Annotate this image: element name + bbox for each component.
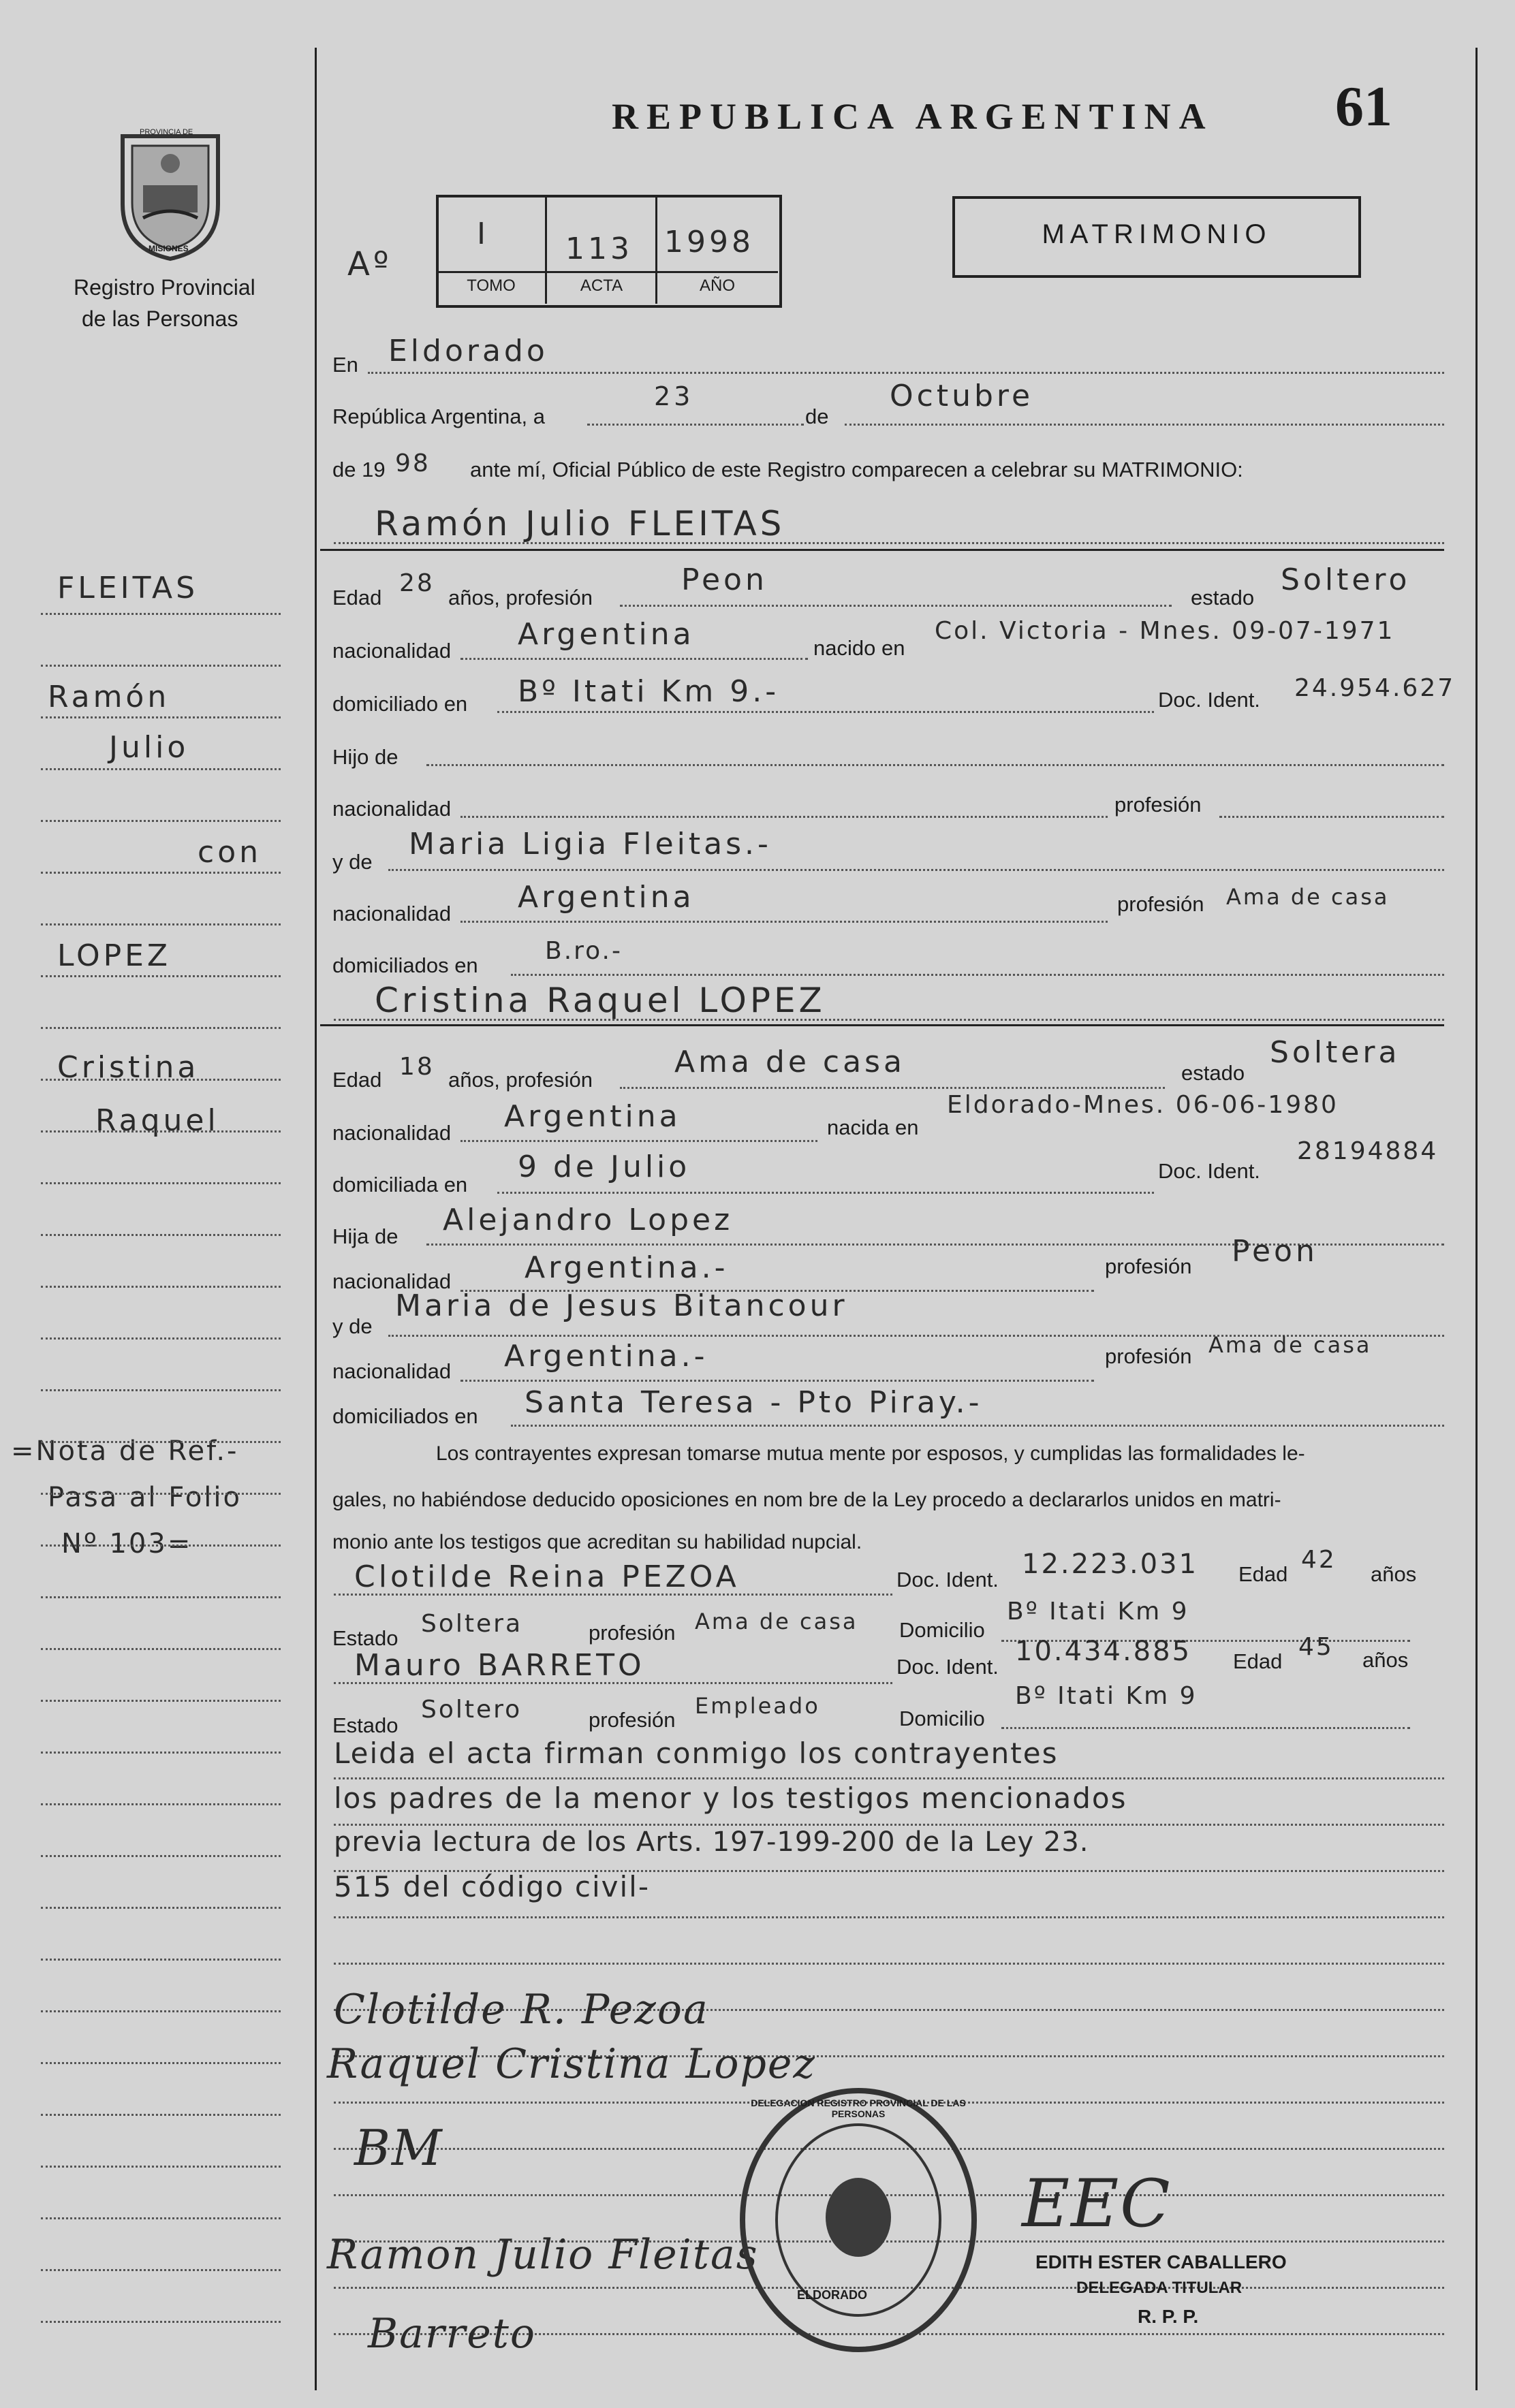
signature-bm: BM bbox=[354, 2119, 443, 2176]
bride-anos-profesion-label: años, profesión bbox=[448, 1068, 593, 1092]
witness2-doc: 10.434.885 bbox=[1015, 1636, 1192, 1667]
folio-number: 61 bbox=[1335, 75, 1392, 138]
witness2-profession: Empleado bbox=[695, 1693, 820, 1719]
acta-acta-label: ACTA bbox=[580, 276, 623, 295]
margin-rule bbox=[41, 665, 281, 667]
groom-nac2-line bbox=[460, 816, 1108, 818]
margin-rule bbox=[41, 2269, 281, 2271]
body-rule bbox=[334, 1916, 1444, 1918]
margin-rule bbox=[41, 820, 281, 822]
witness2-domicile-line bbox=[1001, 1727, 1410, 1729]
bride-nac3-label: nacionalidad bbox=[332, 1359, 452, 1383]
margin-groom-surname: FLEITAS bbox=[57, 571, 199, 605]
bride-nacida-label: nacida en bbox=[827, 1115, 919, 1139]
acta-acta-value: 113 bbox=[565, 232, 633, 266]
official-role: DELEGADA TITULAR bbox=[1076, 2279, 1243, 2297]
witness1-doc-label: Doc. Ident. bbox=[896, 1568, 999, 1591]
witness2-anos-label: años bbox=[1362, 1648, 1409, 1672]
bride-mother-nationality: Argentina.- bbox=[504, 1339, 708, 1374]
groom-mother: Maria Ligia Fleitas.- bbox=[409, 827, 772, 861]
bride-age: 18 bbox=[399, 1053, 435, 1081]
margin-rule bbox=[41, 1700, 281, 1702]
witness2-name-line bbox=[334, 1682, 892, 1684]
registry-name-line1: Registro Provincial bbox=[74, 275, 255, 300]
official-signature: EEC bbox=[1022, 2166, 1172, 2242]
signature-barreto: Barreto bbox=[368, 2310, 536, 2358]
groom-yde-label: y de bbox=[332, 850, 373, 874]
signature-ramon-fleitas: Ramon Julio Fleitas bbox=[327, 2231, 759, 2279]
bride-full-name: Cristina Raquel LOPEZ bbox=[375, 981, 826, 1020]
groom-doc-label: Doc. Ident. bbox=[1158, 688, 1260, 712]
witness1-name: Clotilde Reina PEZOA bbox=[354, 1559, 740, 1594]
margin-rule bbox=[41, 1079, 281, 1081]
groom-nac-label: nacionalidad bbox=[332, 639, 452, 663]
groom-profession-line bbox=[620, 605, 1172, 607]
bride-dom-label: domiciliada en bbox=[332, 1173, 468, 1197]
acta-ano-label: AÑO bbox=[699, 276, 735, 295]
acta-tomo-value: I bbox=[477, 217, 489, 251]
margin-rule bbox=[41, 872, 281, 874]
closing-line4: 515 del código civil- bbox=[334, 1870, 650, 1903]
groom-mother-nationality: Argentina bbox=[518, 880, 695, 915]
groom-nationality-line bbox=[460, 658, 808, 660]
bride-father-nationality: Argentina.- bbox=[525, 1250, 729, 1285]
bride-yde-label: y de bbox=[332, 1314, 373, 1338]
groom-prof-label: profesión bbox=[1114, 793, 1202, 817]
intro-year-prefix: de 19 bbox=[332, 458, 386, 481]
official-name: EDITH ESTER CABALLERO bbox=[1035, 2251, 1287, 2272]
margin-rule bbox=[41, 1182, 281, 1184]
margin-rule bbox=[41, 1389, 281, 1391]
left-margin-rule bbox=[315, 48, 317, 2390]
stamp-center-lettering: ELDORADO bbox=[797, 2288, 867, 2302]
intro-year-suffix: 98 bbox=[395, 449, 431, 477]
margin-rule bbox=[41, 1907, 281, 1909]
bride-nationality-line bbox=[460, 1140, 817, 1142]
margin-rule bbox=[41, 975, 281, 977]
witness1-name-line bbox=[334, 1594, 892, 1596]
margin-rule bbox=[41, 1544, 281, 1547]
body-rule bbox=[334, 1963, 1444, 1965]
bride-estado-label: estado bbox=[1181, 1061, 1245, 1085]
bride-profession: Ama de casa bbox=[674, 1045, 905, 1079]
bride-nac-label: nacionalidad bbox=[332, 1121, 452, 1145]
stamp-ring-lettering: DELEGACION REGISTRO PROVINCIAL DE LAS PERSONAS bbox=[751, 2097, 966, 2119]
groom-mother-line bbox=[388, 869, 1444, 871]
intro-republica-label: República Argentina, a bbox=[332, 405, 545, 428]
acta-divider-2 bbox=[655, 196, 657, 304]
groom-prof2-label: profesión bbox=[1117, 892, 1204, 916]
margin-con: con bbox=[198, 835, 262, 870]
seal-bottom-lettering: MISIONES bbox=[149, 244, 189, 253]
groom-estado: Soltero bbox=[1281, 563, 1411, 597]
bride-section-rule bbox=[320, 1024, 1444, 1026]
declaration-line2: gales, no habiéndose deducido oposiciones en nom bre de la Ley procedo a declararlos unidos en matri- bbox=[332, 1489, 1281, 1511]
margin-bride-surname: LOPEZ bbox=[57, 938, 172, 973]
ano-prefix: Aº bbox=[347, 245, 392, 283]
margin-rule bbox=[41, 2166, 281, 2168]
intro-groom-line bbox=[334, 542, 1444, 544]
witness1-estado: Soltera bbox=[421, 1610, 523, 1638]
intro-place-line bbox=[368, 372, 1444, 374]
intro-day-line bbox=[587, 424, 804, 426]
margin-rule bbox=[41, 1855, 281, 1857]
witness1-estado-label: Estado bbox=[332, 1626, 399, 1650]
margin-bride-given2: Raquel bbox=[95, 1103, 219, 1138]
record-type-label: MATRIMONIO bbox=[1042, 219, 1272, 249]
witness2-domicile: Bº Itati Km 9 bbox=[1015, 1682, 1198, 1710]
bride-parents-domicile: Santa Teresa - Pto Piray.- bbox=[525, 1385, 983, 1420]
margin-rule bbox=[41, 2321, 281, 2323]
witness2-dom-label: Domicilio bbox=[899, 1707, 985, 1730]
groom-anos-profesion-label: años, profesión bbox=[448, 586, 593, 609]
groom-prof-line bbox=[1219, 816, 1444, 818]
groom-domicile-line bbox=[497, 711, 1154, 713]
groom-section-rule bbox=[320, 549, 1444, 551]
bride-profession-line bbox=[620, 1087, 1165, 1089]
closing-line3: previa lectura de los Arts. 197-199-200 de la Ley 23. bbox=[334, 1826, 1089, 1858]
bride-mother: Maria de Jesus Bitancour bbox=[395, 1288, 848, 1323]
official-rpp: R. P. P. bbox=[1138, 2306, 1199, 2327]
signature-raquel-lopez: Raquel Cristina Lopez bbox=[327, 2040, 816, 2088]
margin-note-line3: Nº 103= bbox=[61, 1528, 193, 1559]
margin-rule bbox=[41, 1130, 281, 1132]
groom-nac2-label: nacionalidad bbox=[332, 797, 452, 821]
margin-groom-given2: Julio bbox=[109, 730, 189, 765]
bride-mother-nationality-line bbox=[460, 1380, 1094, 1382]
margin-rule bbox=[41, 1027, 281, 1029]
country-title: REPUBLICA ARGENTINA bbox=[612, 96, 1214, 137]
groom-parents-domicile-line bbox=[511, 974, 1444, 976]
closing-line2: los padres de la menor y los testigos mencionados bbox=[334, 1781, 1127, 1815]
margin-rule bbox=[41, 1234, 281, 1236]
acta-tomo-label: TOMO bbox=[467, 276, 516, 295]
body-rule bbox=[334, 1824, 1444, 1826]
groom-domicile: Bº Itati Km 9.- bbox=[518, 674, 780, 709]
intro-en-label: En bbox=[332, 353, 358, 377]
margin-rule bbox=[41, 1441, 281, 1443]
registry-name-line2: de las Personas bbox=[82, 306, 238, 331]
witness1-profession: Ama de casa bbox=[695, 1609, 858, 1634]
bride-doms-label: domiciliados en bbox=[332, 1404, 478, 1428]
witness2-edad-label: Edad bbox=[1233, 1649, 1283, 1673]
groom-edad-label: Edad bbox=[332, 586, 382, 609]
groom-birth: Col. Victoria - Mnes. 09-07-1971 bbox=[935, 617, 1395, 645]
margin-rule bbox=[41, 1596, 281, 1598]
body-rule bbox=[334, 1777, 1444, 1779]
bride-father: Alejandro Lopez bbox=[443, 1203, 734, 1237]
witness1-anos-label: años bbox=[1371, 1562, 1417, 1586]
acta-divider-1 bbox=[545, 196, 547, 304]
margin-rule bbox=[41, 2062, 281, 2064]
margin-groom-given1: Ramón bbox=[48, 680, 170, 714]
margin-note-line2: Pasa al Folio bbox=[48, 1482, 242, 1513]
groom-estado-label: estado bbox=[1191, 586, 1255, 609]
bride-name-line bbox=[334, 1019, 1444, 1021]
witness2-estado: Soltero bbox=[421, 1696, 522, 1724]
right-border-rule bbox=[1475, 48, 1478, 2390]
bride-domicile-line bbox=[497, 1192, 1154, 1194]
body-rule bbox=[334, 1870, 1444, 1872]
margin-rule bbox=[41, 2217, 281, 2219]
bride-doc-label: Doc. Ident. bbox=[1158, 1159, 1260, 1183]
bride-father-profession: Peon bbox=[1232, 1234, 1318, 1269]
groom-mother-profession: Ama de casa bbox=[1226, 884, 1390, 910]
bride-doc: 28194884 bbox=[1297, 1137, 1439, 1165]
intro-day: 23 bbox=[654, 381, 694, 411]
groom-hijo-label: Hijo de bbox=[332, 745, 399, 769]
groom-nac3-label: nacionalidad bbox=[332, 902, 452, 925]
acta-label-rule bbox=[437, 271, 778, 273]
bride-parents-domicile-line bbox=[511, 1425, 1444, 1427]
witness1-domicile: Bº Itati Km 9 bbox=[1007, 1598, 1189, 1626]
margin-rule bbox=[41, 1286, 281, 1288]
groom-doms-label: domiciliados en bbox=[332, 953, 478, 977]
margin-rule bbox=[41, 1803, 281, 1805]
witness1-age: 42 bbox=[1301, 1546, 1337, 1574]
witness2-name: Mauro BARRETO bbox=[354, 1648, 645, 1683]
bride-edad-label: Edad bbox=[332, 1068, 382, 1092]
groom-nationality: Argentina bbox=[518, 617, 695, 652]
witness1-edad-label: Edad bbox=[1238, 1562, 1288, 1586]
margin-rule bbox=[41, 1752, 281, 1754]
seal-top-lettering: PROVINCIA DE bbox=[140, 128, 193, 136]
margin-rule bbox=[41, 2114, 281, 2116]
margin-rule bbox=[41, 923, 281, 925]
witness1-doc: 12.223.031 bbox=[1022, 1549, 1199, 1580]
intro-place: Eldorado bbox=[388, 334, 548, 368]
margin-rule bbox=[41, 1959, 281, 1961]
groom-doc: 24.954.627 bbox=[1294, 674, 1456, 702]
groom-age: 28 bbox=[399, 569, 435, 597]
bride-estado: Soltera bbox=[1270, 1035, 1401, 1070]
intro-de-label: de bbox=[805, 405, 829, 428]
closing-line1: Leida el acta firman conmigo los contrayentes bbox=[334, 1737, 1059, 1770]
bride-prof-label: profesión bbox=[1105, 1254, 1192, 1278]
intro-statement: ante mí, Oficial Público de este Registro comparecen a celebrar su MATRIMONIO: bbox=[470, 458, 1243, 481]
witness2-prof-label: profesión bbox=[589, 1708, 676, 1732]
bride-nationality: Argentina bbox=[504, 1099, 681, 1134]
groom-mother-nationality-line bbox=[460, 921, 1108, 923]
margin-rule bbox=[41, 716, 281, 718]
witness2-age: 45 bbox=[1298, 1633, 1334, 1661]
signature-pezoa: Clotilde R. Pezoa bbox=[334, 1986, 709, 2033]
margin-rule bbox=[41, 1493, 281, 1495]
bride-mother-profession: Ama de casa bbox=[1208, 1332, 1372, 1358]
bride-hija-label: Hija de bbox=[332, 1224, 399, 1248]
margin-rule bbox=[41, 613, 281, 615]
groom-father-line bbox=[426, 764, 1444, 766]
bride-domicile: 9 de Julio bbox=[518, 1150, 691, 1184]
official-round-stamp bbox=[736, 2084, 981, 2356]
bride-prof2-label: profesión bbox=[1105, 1344, 1192, 1368]
declaration-line3: monio ante los testigos que acreditan su habilidad nupcial. bbox=[332, 1531, 862, 1553]
witness2-doc-label: Doc. Ident. bbox=[896, 1655, 999, 1679]
bride-birth: Eldorado-Mnes. 06-06-1980 bbox=[947, 1091, 1339, 1119]
bride-nac2-label: nacionalidad bbox=[332, 1269, 452, 1293]
intro-month: Octubre bbox=[890, 379, 1034, 413]
declaration-line1: Los contrayentes expresan tomarse mutua mente por esposos, y cumplidas las formalidades le- bbox=[436, 1442, 1305, 1465]
acta-ano-value: 1998 bbox=[664, 225, 754, 259]
groom-profession: Peon bbox=[681, 563, 768, 597]
margin-note-line1: =Nota de Ref.- bbox=[11, 1436, 239, 1467]
witness2-estado-label: Estado bbox=[332, 1713, 399, 1737]
margin-rule bbox=[41, 2010, 281, 2012]
groom-parents-domicile: B.ro.- bbox=[545, 937, 623, 965]
intro-month-line bbox=[845, 424, 1444, 426]
margin-bride-given1: Cristina bbox=[57, 1050, 200, 1085]
margin-rule bbox=[41, 768, 281, 770]
margin-rule bbox=[41, 1648, 281, 1650]
witness1-prof-label: profesión bbox=[589, 1621, 676, 1645]
intro-groom-name: Ramón Julio FLEITAS bbox=[375, 504, 785, 543]
groom-nacido-label: nacido en bbox=[813, 636, 905, 660]
groom-dom-label: domiciliado en bbox=[332, 692, 468, 716]
margin-rule bbox=[41, 1337, 281, 1340]
witness1-dom-label: Domicilio bbox=[899, 1618, 985, 1642]
